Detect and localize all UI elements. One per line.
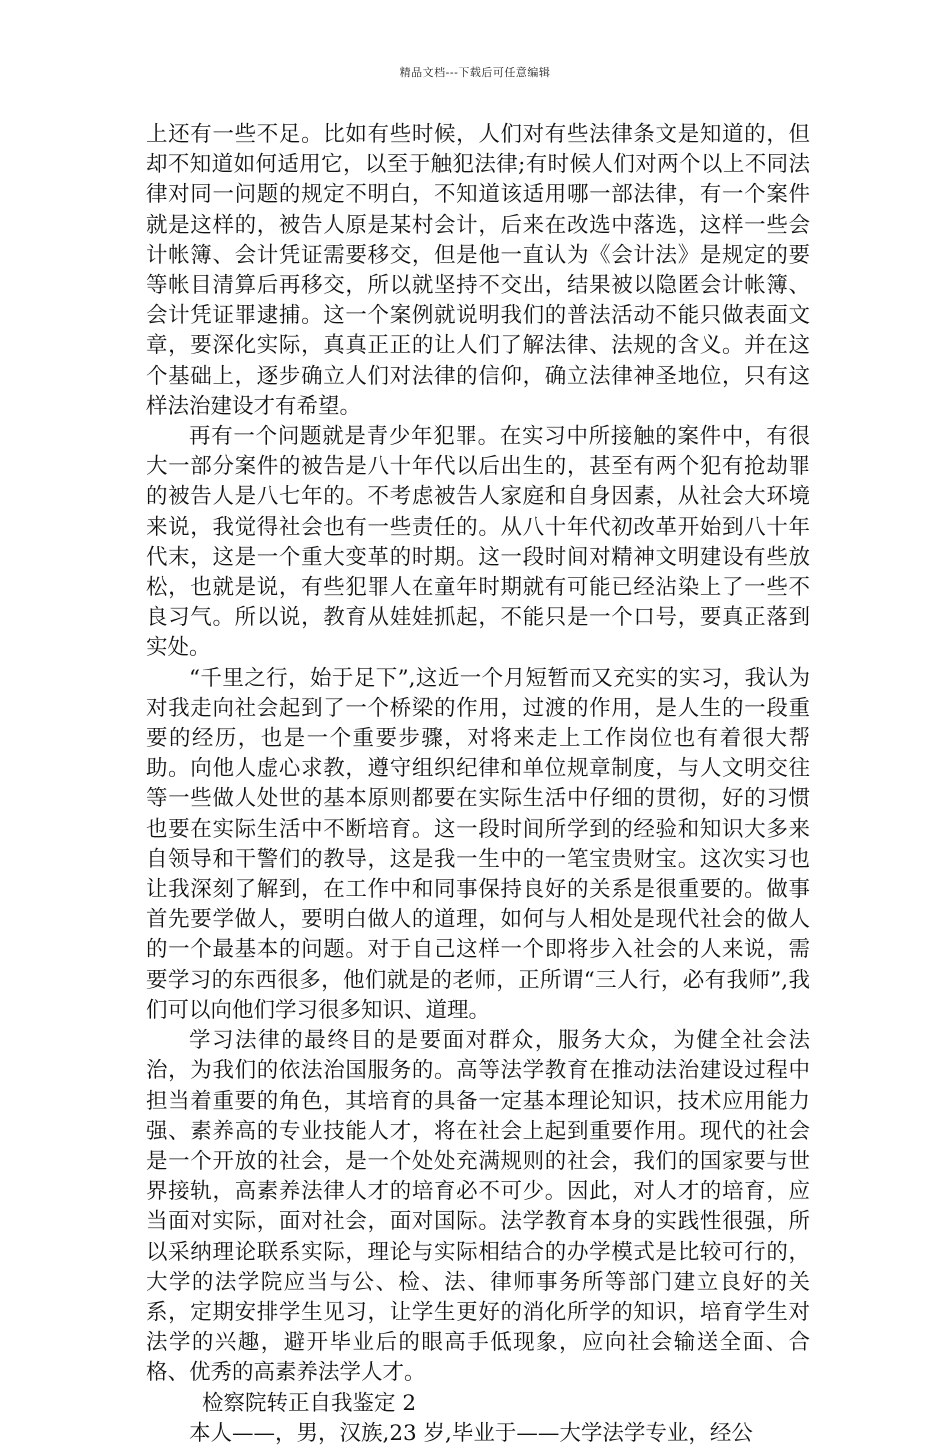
paragraph-5: 本人——，男，汉族,23 岁,毕业于——大学法学专业，经公 (189, 1420, 753, 1446)
paragraph-2: 再有一个问题就是青少年犯罪。在实习中所接触的案件中，有很大一部分案件的被告是八十年代以后出生的，甚至有两个犯有抢劫罪的被告人是八七年的。不考虑被告人家庭和自身因素，从社会大环境来说，我觉得社会也有一些责任的。从八十年代初改革开始到八十年代末，这是一个重大变革的时期。这一段时间对精神文明建设有些放松，也就是说，有些犯罪人在童年时期就有可能已经沾染上了一些不良习气。所以说，教育从娃娃抓起，不能只是一个口号，要真正落到实处。 (146, 424, 810, 661)
paragraph-3: “千里之行，始于足下”,这近一个月短暂而又充实的实习，我认为对我走向社会起到了一个桥梁的作用，过渡的作用，是人生的一段重要的经历，也是一个重要步骤，对将来走上工作岗位也有着很大帮助。向他人虚心求教，遵守组织纪律和单位规章制度，与人文明交往等一些做人处世的基本原则都要在实际生活中仔细的贯彻，好的习惯也要在实际生活中不断培育。这一段时间所学到的经验和知识大多来自领导和干警们的教导，这是我一生中的一笔宝贵财宝。这次实习也让我深刻了解到，在工作中和同事保持良好的关系是很重要的。做事首先要学做人，要明白做人的道理，如何与人相处是现代社会的做人的一个最基本的问题。对于自己这样一个即将步入社会的人来说，需要学习的东西很多，他们就是的老师，正所谓“三人行，必有我师”,我们可以向他们学习很多知识、道理。 (146, 665, 810, 1023)
section-title: 检察院转正自我鉴定 2 (202, 1390, 417, 1416)
page-header: 精品文档---下载后可任意编辑 (399, 66, 551, 79)
paragraph-4: 学习法律的最终目的是要面对群众，服务大众，为健全社会法治，为我们的依法治国服务的。高等法学教育在推动法治建设过程中担当着重要的角色，其培育的具备一定基本理论知识，技术应用能力强、素养高的专业技能人才，将在社会上起到重要作用。现代的社会是一个开放的社会，是一个处处充满规则的社会，我们的国家要与世界接轨，高素养法律人才的培育必不可少。因此，对人才的培育，应当面对实际，面对社会，面对国际。法学教育本身的实践性很强，所以采纳理论联系实际，理论与实际相结合的办学模式是比较可行的，大学的法学院应当与公、检、法、律师事务所等部门建立良好的关系，定期安排学生见习，让学生更好的消化所学的知识，培育学生对法学的兴趣，避开毕业后的眼高手低现象，应向社会输送全面、合格、优秀的高素养法学人才。 (146, 1028, 810, 1386)
document-body (146, 120, 810, 1449)
paragraph-1: 上还有一些不足。比如有些时候，人们对有些法律条文是知道的，但却不知道如何适用它，以至于触犯法律;有时候人们对两个以上不同法律对同一问题的规定不明白，不知道该适用哪一部法律，有一个案件就是这样的，被告人原是某村会计，后来在改选中落选，这样一些会计帐簿、会计凭证需要移交，但是他一直认为《会计法》是规定的要等帐目清算后再移交，所以就坚持不交出，结果被以隐匿会计帐簿、会计凭证罪逮捕。这一个案例就说明我们的普法活动不能只做表面文章，要深化实际，真真正正的让人们了解法律、法规的含义。并在这个基础上，逐步确立人们对法律的信仰，确立法律神圣地位，只有这样法治建设才有希望。 (146, 122, 810, 419)
